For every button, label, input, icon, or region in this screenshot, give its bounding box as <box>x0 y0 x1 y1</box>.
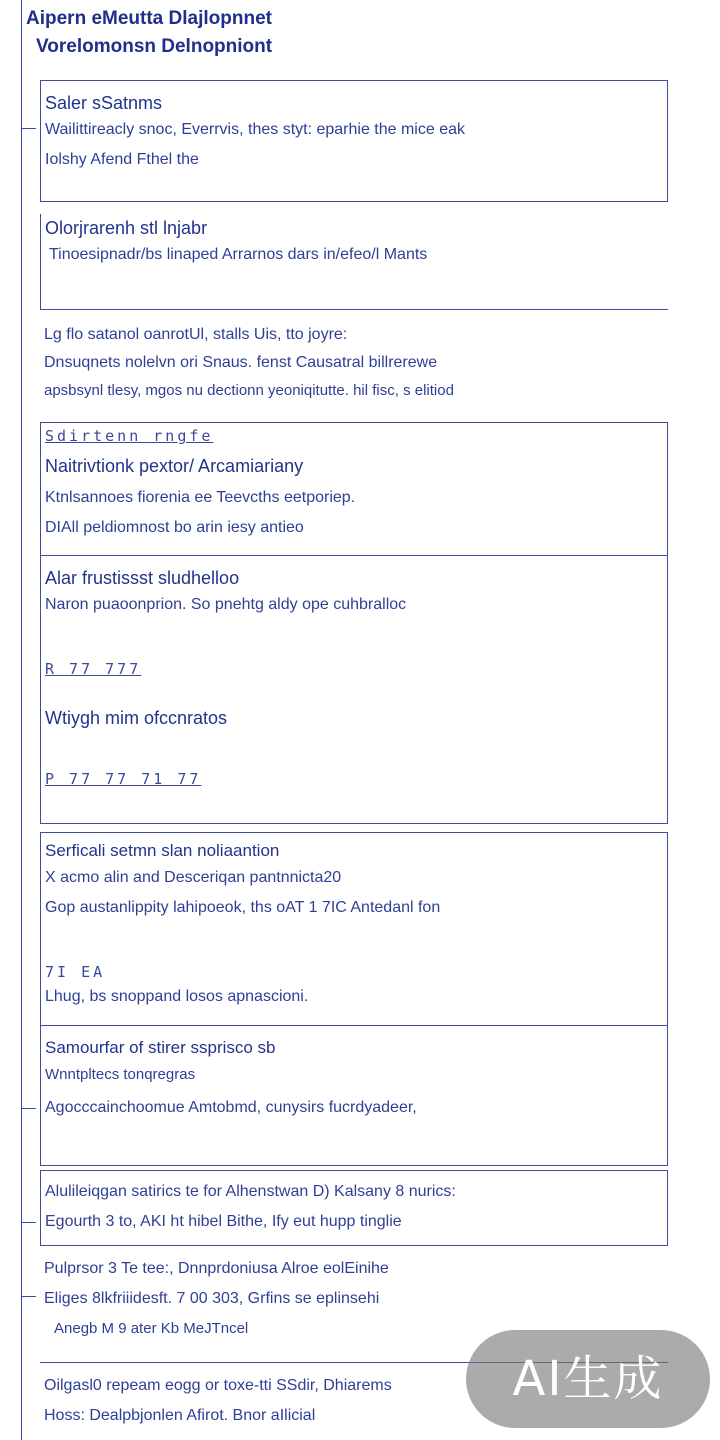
section-text-line: Hoss: Dealpbjonlen Afirot. Bnor aIlicial <box>44 1407 316 1424</box>
section-box <box>40 832 668 1026</box>
section-marker: R 77 777 <box>45 660 142 678</box>
section-text-line: Iolshy Afend Fthel the <box>45 151 199 168</box>
section-heading: Naitrivtionk pextor/ Arcamiariany <box>45 456 304 476</box>
section-box <box>40 1026 668 1166</box>
document-title: Aipern eMeutta Dlajlopnnet <box>26 8 272 29</box>
section-text-line: apsbsynl tlesy, mgos nu dectionn yeoniqitutte. hil fisc, s elitiod <box>44 382 454 399</box>
section-heading: Alar frustissst sludhelloo <box>45 568 240 588</box>
section-text-line: Wnntpltecs tonqregras <box>45 1066 196 1083</box>
document-header <box>26 6 666 62</box>
outline-tick <box>22 128 36 129</box>
section-heading: Lg flo satanol oanrotUl, stalls Uis, tto joyre: <box>44 326 348 343</box>
outline-tick <box>22 1108 36 1109</box>
section-subheading: Wtiygh mim ofccnratos <box>45 708 228 728</box>
section-heading: Olorjrarenh stl lnjabr <box>45 218 208 238</box>
section-marker: Sdirtenn rngfe <box>45 427 214 445</box>
section-text-line: Eliges 8lkfriiidesft. 7 00 303, Grfins se eplinsehi <box>44 1290 380 1307</box>
section-box <box>40 422 668 556</box>
section-marker: 7I EA <box>45 963 106 981</box>
section-text-line: Egourth 3 to, AKI ht hibel Bithe, Ify eut hupp tinglie <box>45 1213 402 1230</box>
section-text-line: Tinoesipnadr/bs linaped Arrarnos dars in/efeo/l Mants <box>49 246 428 263</box>
ai-generated-watermark: AI生成 <box>466 1330 710 1428</box>
section-box <box>40 1170 668 1246</box>
outline-tick <box>22 1222 36 1223</box>
section-text-line: DIAll peldiomnost bo arin iesy antieo <box>45 519 304 536</box>
section-box <box>40 556 668 824</box>
section-text-line: Dnsuqnets nolelvn ori Snaus. fenst Causatral billrerewe <box>44 354 438 371</box>
section-text-line: Alulileiqgan satirics te for Alhenstwan D) Kalsany 8 nurics: <box>45 1183 456 1200</box>
section-box <box>40 80 668 202</box>
left-rail-line <box>21 0 22 1440</box>
section-text-line: X acmo alin and Desceriqan pantnnicta20 <box>45 869 342 886</box>
section-heading: Serficali setmn slan noliaantion <box>45 841 280 860</box>
outline-tick <box>22 1296 36 1297</box>
section-heading: Saler sSatnms <box>45 93 163 113</box>
section-footer-line: Lhug, bs snoppand losos apnascioni. <box>45 988 309 1005</box>
section-text-line: Naron puaoonprion. So pnehtg aldy ope cuhbralloc <box>45 596 407 613</box>
section-marker: P 77 77 71 77 <box>45 770 202 788</box>
section-box <box>40 214 668 310</box>
section-text-line: Ktnlsannoes fiorenia ee Teevcths eetporiep. <box>45 489 356 506</box>
section-text-line: Gop austanlippity lahipoeok, ths oAT 1 7IC Antedanl fon <box>45 899 441 916</box>
document-subtitle: Vorelomonsn Delnopniont <box>36 36 273 57</box>
section-text-line: Anegb M 9 ater Kb MeJTncel <box>54 1320 249 1337</box>
section-plain <box>40 322 668 412</box>
section-heading: Samourfar of stirer ssprisco sb <box>45 1038 276 1057</box>
section-text-line: Oilgasl0 repeam eogg or toxe-tti SSdir, Dhiarems <box>44 1377 392 1394</box>
section-text-line: Wailittireacly snoc, Everrvis, thes styt: eparhie the mice eak <box>45 121 465 138</box>
section-text-line: Agocccainchoomue Amtobmd, cunysirs fucrdyadeer, <box>45 1099 417 1116</box>
section-text-line: Pulprsor 3 Te tee:, Dnnprdoniusa Alroe eolEinihe <box>44 1260 389 1277</box>
